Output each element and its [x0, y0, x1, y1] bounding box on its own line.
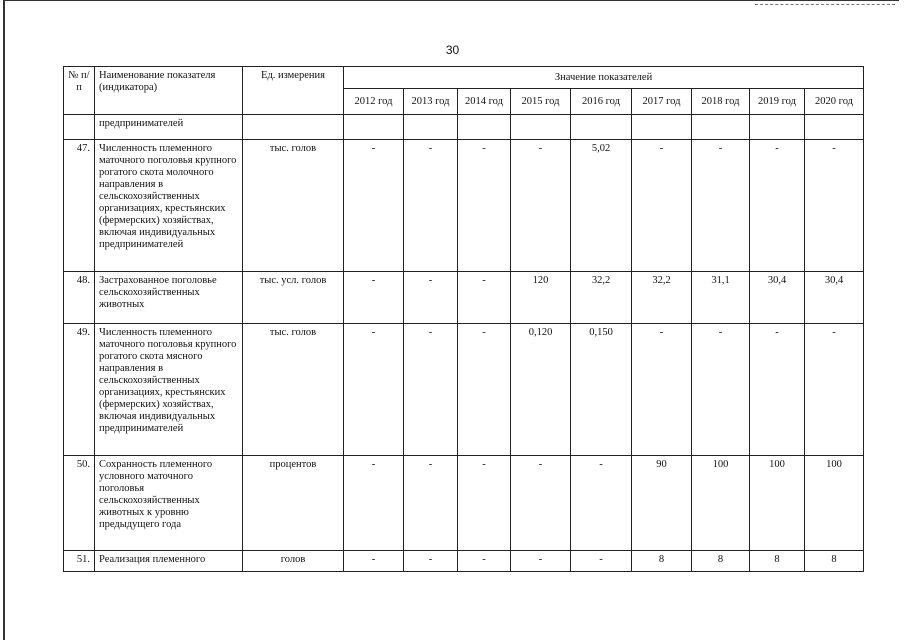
indicator-value: - — [511, 551, 571, 572]
indicator-name: Численность племенного маточного поголовья крупного рогатого скота мясного направления в сельскохозяйственных организациях, крестьянских (фермерских) хозяйствах, включая индивидуальных предпринимателей — [95, 324, 243, 456]
indicator-unit: тыс. голов — [243, 324, 344, 456]
indicator-value: - — [404, 140, 458, 272]
header-year: 2019 год — [750, 89, 805, 115]
indicator-value: - — [692, 140, 750, 272]
indicator-value: 8 — [632, 551, 692, 572]
indicator-value: - — [458, 140, 511, 272]
table-row — [64, 456, 864, 551]
indicator-value: 30,4 — [805, 272, 864, 324]
indicator-value: 90 — [632, 456, 692, 551]
indicator-name: Застрахованное поголовье сельскохозяйственных животных — [95, 272, 243, 324]
indicator-value: - — [458, 324, 511, 456]
indicator-value: - — [344, 551, 404, 572]
header-year: 2018 год — [692, 89, 750, 115]
indicator-value: - — [344, 272, 404, 324]
indicator-unit: голов — [243, 551, 344, 572]
header-number: № п/п — [64, 67, 95, 115]
header-year: 2015 год — [511, 89, 571, 115]
indicator-value: - — [344, 456, 404, 551]
indicator-value: - — [404, 456, 458, 551]
indicator-value: 8 — [805, 551, 864, 572]
header-year: 2012 год — [344, 89, 404, 115]
indicators-table — [63, 66, 864, 572]
indicator-unit: тыс. голов — [243, 140, 344, 272]
indicator-name: Численность племенного маточного поголовья крупного рогатого скота молочного направления в сельскохозяйственных организациях, крестьянских (фермерских) хозяйствах, включая индивидуальных предпринимателей — [95, 140, 243, 272]
indicator-value: - — [511, 456, 571, 551]
row-number: 50. — [64, 456, 95, 551]
indicator-value — [458, 115, 511, 140]
indicator-value: - — [805, 140, 864, 272]
page-number: 30 — [445, 43, 460, 57]
indicator-value: - — [750, 324, 805, 456]
indicator-value: - — [632, 140, 692, 272]
indicator-name: предпринимателей — [95, 115, 243, 140]
row-number — [64, 115, 95, 140]
indicator-value: - — [404, 324, 458, 456]
indicator-value — [805, 115, 864, 140]
indicator-value — [344, 115, 404, 140]
row-number: 51. — [64, 551, 95, 572]
indicator-value: - — [344, 140, 404, 272]
indicator-name: Реализация племенного — [95, 551, 243, 572]
indicator-value: 8 — [692, 551, 750, 572]
indicator-unit: процентов — [243, 456, 344, 551]
indicator-value — [404, 115, 458, 140]
table-row — [64, 115, 864, 140]
indicator-value — [571, 115, 632, 140]
row-number: 48. — [64, 272, 95, 324]
indicator-value — [750, 115, 805, 140]
table-row — [64, 140, 864, 272]
top-border-line — [4, 0, 899, 1]
indicator-value: - — [458, 456, 511, 551]
header-year: 2017 год — [632, 89, 692, 115]
indicator-value: 100 — [805, 456, 864, 551]
header-unit: Ед. измерения — [243, 67, 344, 115]
left-border-line — [3, 0, 5, 640]
indicator-value: - — [458, 551, 511, 572]
table-row — [64, 272, 864, 324]
header-year: 2020 год — [805, 89, 864, 115]
indicator-value: 8 — [750, 551, 805, 572]
indicator-value: - — [511, 140, 571, 272]
indicator-value: 0,120 — [511, 324, 571, 456]
indicator-value: - — [571, 551, 632, 572]
indicator-value: - — [692, 324, 750, 456]
indicator-value: - — [458, 272, 511, 324]
header-indicator-name: Наименование показателя (индикатора) — [95, 67, 243, 115]
indicator-value: 120 — [511, 272, 571, 324]
table-row — [64, 324, 864, 456]
indicator-value — [692, 115, 750, 140]
indicator-value: 100 — [692, 456, 750, 551]
indicator-value — [511, 115, 571, 140]
indicator-value: 32,2 — [571, 272, 632, 324]
header-year: 2014 год — [458, 89, 511, 115]
indicator-value: - — [404, 551, 458, 572]
row-number: 49. — [64, 324, 95, 456]
indicator-value: 32,2 — [632, 272, 692, 324]
header-values: Значение показателей — [344, 67, 864, 89]
indicator-value: - — [632, 324, 692, 456]
indicator-value — [632, 115, 692, 140]
indicator-unit: тыс. усл. голов — [243, 272, 344, 324]
table-row — [64, 551, 864, 572]
indicator-value: - — [404, 272, 458, 324]
indicator-value: - — [750, 140, 805, 272]
indicator-value: - — [805, 324, 864, 456]
indicator-value: 31,1 — [692, 272, 750, 324]
indicator-value: - — [571, 456, 632, 551]
row-number: 47. — [64, 140, 95, 272]
top-dashed-mark — [755, 4, 895, 6]
indicator-value: 100 — [750, 456, 805, 551]
indicator-value: 30,4 — [750, 272, 805, 324]
indicator-name: Сохранность племенного условного маточного поголовья сельскохозяйственных животных к уровню предыдущего года — [95, 456, 243, 551]
indicator-value: - — [344, 324, 404, 456]
header-year: 2016 год — [571, 89, 632, 115]
indicator-unit — [243, 115, 344, 140]
indicator-value: 0,150 — [571, 324, 632, 456]
indicator-value: 5,02 — [571, 140, 632, 272]
header-year: 2013 год — [404, 89, 458, 115]
